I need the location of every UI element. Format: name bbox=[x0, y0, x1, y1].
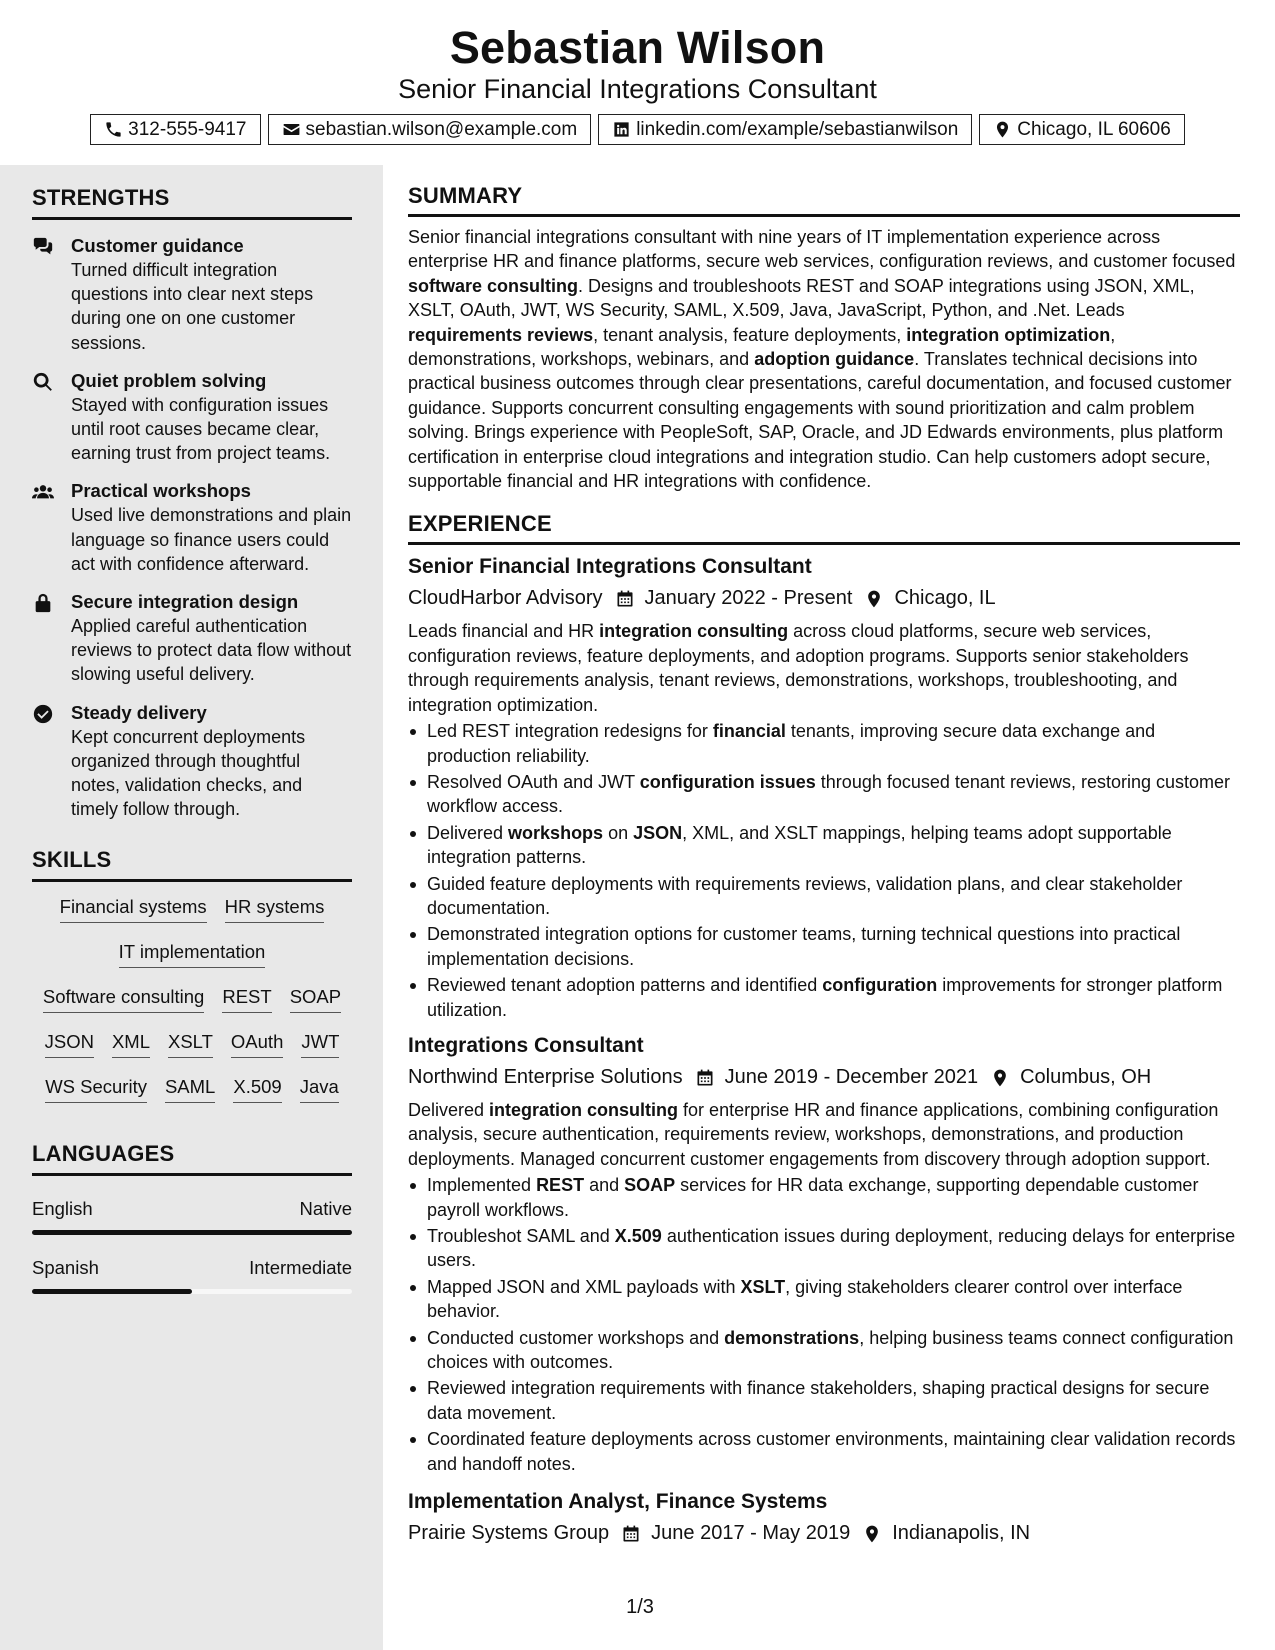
strengths-heading: STRENGTHS bbox=[32, 185, 352, 220]
envelope-icon bbox=[282, 120, 301, 139]
text-run: through focused tenant reviews, restoring customer workflow access. bbox=[427, 771, 1231, 817]
contact-linkedin-text: linkedin.com/example/sebastianwilson bbox=[636, 118, 959, 140]
skill-tag: IT implementation bbox=[119, 939, 266, 968]
text-run: Troubleshot SAML and bbox=[427, 1226, 615, 1246]
text-run: Senior financial integrations consultant with nine years of IT implementation experience across enterprise HR and finance platforms, secure web services, configuration reviews, and customer focused bbox=[408, 227, 1236, 272]
contact-bar bbox=[0, 114, 1275, 145]
candidate-name: Sebastian Wilson bbox=[449, 22, 826, 73]
text-run: Reviewed tenant adoption patterns and identified bbox=[427, 975, 823, 996]
text-run: Conducted customer workshops and bbox=[427, 1327, 725, 1348]
language-proficiency-bar bbox=[32, 1230, 352, 1235]
resume-header bbox=[0, 0, 1275, 165]
skill-tag: JWT bbox=[301, 1029, 339, 1058]
skills-heading: SKILLS bbox=[32, 847, 352, 882]
language-proficiency-fill bbox=[32, 1289, 192, 1294]
search-icon bbox=[32, 371, 54, 393]
skill-tag: OAuth bbox=[231, 1029, 283, 1058]
contact-email-text: sebastian.wilson@example.com bbox=[305, 118, 578, 140]
bold-phrase: demonstrations bbox=[724, 1327, 860, 1348]
language-row bbox=[32, 1257, 352, 1279]
contact-phone[interactable] bbox=[90, 114, 260, 145]
job-meta bbox=[408, 1518, 1240, 1548]
bold-phrase: JSON bbox=[633, 822, 683, 843]
skills-list bbox=[32, 894, 352, 1119]
bold-phrase: configuration issues bbox=[639, 771, 816, 792]
bold-phrase: REST bbox=[536, 1175, 585, 1196]
map-pin-icon bbox=[862, 1523, 882, 1543]
strength-title: Quiet problem solving bbox=[71, 369, 267, 391]
calendar-icon bbox=[695, 1067, 715, 1087]
bold-phrase: workshops bbox=[508, 822, 604, 843]
list-item bbox=[408, 719, 1240, 768]
bold-phrase: financial bbox=[712, 721, 786, 742]
text-run: Guided feature deployments with requirements reviews, validation plans, and clear stakeholder documentation. bbox=[427, 873, 1183, 918]
skill-tag: XSLT bbox=[168, 1029, 213, 1058]
job-dates: June 2017 - May 2019 bbox=[651, 1522, 851, 1545]
bold-phrase: X.509 bbox=[614, 1226, 662, 1246]
list-item bbox=[408, 872, 1240, 921]
bold-phrase: integration consulting bbox=[489, 1099, 679, 1120]
summary-heading: SUMMARY bbox=[408, 183, 1240, 217]
text-run: , demonstrations, workshops, webinars, and bbox=[408, 324, 1116, 370]
job-dates: January 2022 - Present bbox=[644, 587, 853, 610]
check-circle-icon bbox=[32, 703, 54, 725]
job-company: Northwind Enterprise Solutions bbox=[408, 1065, 683, 1088]
bold-phrase: integration optimization bbox=[906, 324, 1111, 345]
text-run: across cloud platforms, secure web services, configuration reviews, feature deployments, and adoption programs. Supports senior stakeholders through requirements analysis, tenant reviews, demonstrations, workshops, troubleshooting, and integration optimization. bbox=[408, 621, 1189, 715]
language-name: English bbox=[32, 1198, 93, 1220]
job-title: Implementation Analyst, Finance Systems bbox=[408, 1490, 828, 1514]
list-item bbox=[408, 1326, 1240, 1375]
strength-desc: Used live demonstrations and plain language so finance users could act with confidence afterward. bbox=[71, 505, 352, 574]
linkedin-icon bbox=[612, 120, 631, 139]
text-run: Reviewed integration requirements with finance stakeholders, shaping practical designs for secure data movement. bbox=[427, 1378, 1210, 1423]
strength-title: Customer guidance bbox=[71, 235, 244, 256]
job-entry bbox=[408, 1488, 1240, 1548]
text-run: Coordinated feature deployments across customer environments, maintaining clear validation records and handoff notes. bbox=[427, 1429, 1236, 1474]
text-run: Delivered bbox=[427, 822, 509, 843]
language-level: Intermediate bbox=[249, 1257, 352, 1279]
job-entry bbox=[408, 1032, 1240, 1476]
skill-tag: XML bbox=[112, 1029, 150, 1058]
skill-tag: REST bbox=[222, 984, 271, 1013]
sidebar bbox=[0, 165, 383, 1650]
job-bullets bbox=[408, 719, 1240, 1022]
phone-icon bbox=[104, 120, 123, 139]
bold-phrase: requirements reviews bbox=[408, 324, 594, 345]
map-pin-icon bbox=[993, 120, 1012, 139]
text-run: services for HR data exchange, supporting dependable customer payroll workflows. bbox=[427, 1175, 1199, 1220]
language-proficiency-bar bbox=[32, 1289, 352, 1294]
skill-tag: SAML bbox=[165, 1074, 215, 1103]
text-run: for enterprise HR and finance applications, combining configuration analysis, secure authentication, requirements review, workshops, demonstrations, and production deployments. Managed concurrent customer engagements from discovery through adoption support. bbox=[408, 1099, 1219, 1169]
language-row bbox=[32, 1198, 352, 1220]
experience-heading: EXPERIENCE bbox=[408, 511, 1240, 545]
main-content bbox=[408, 183, 1240, 1548]
languages-heading: LANGUAGES bbox=[32, 1141, 352, 1176]
lock-icon bbox=[32, 592, 54, 614]
contact-phone-text: 312-555-9417 bbox=[128, 118, 247, 140]
text-run: improvements for stronger platform utilization. bbox=[427, 975, 1223, 1020]
job-meta bbox=[408, 583, 1240, 613]
job-company: Prairie Systems Group bbox=[408, 1522, 610, 1545]
contact-location-text: Chicago, IL 60606 bbox=[1017, 118, 1171, 140]
text-run: Led REST integration redesigns for bbox=[427, 721, 713, 742]
bold-phrase: XSLT bbox=[740, 1276, 786, 1297]
strength-desc: Kept concurrent deployments organized through thoughtful notes, validation checks, and timely follow through. bbox=[71, 726, 306, 820]
languages-list bbox=[32, 1198, 352, 1294]
list-item bbox=[408, 821, 1240, 870]
list-item bbox=[408, 1275, 1240, 1324]
skill-tag: Java bbox=[300, 1074, 339, 1103]
job-entry bbox=[408, 553, 1240, 1022]
list-item bbox=[408, 1224, 1240, 1273]
text-run: Resolved OAuth and JWT bbox=[427, 771, 640, 792]
job-location: Indianapolis, IN bbox=[892, 1522, 1031, 1545]
text-run: Leads financial and HR bbox=[408, 621, 600, 642]
job-bullets bbox=[408, 1173, 1240, 1476]
calendar-icon bbox=[615, 588, 635, 608]
text-run: Mapped JSON and XML payloads with bbox=[427, 1276, 741, 1297]
job-dates: June 2019 - December 2021 bbox=[724, 1065, 979, 1088]
strength-desc: Applied careful authentication reviews to protect data flow without slowing useful delivery. bbox=[71, 616, 352, 685]
list-item bbox=[408, 1427, 1240, 1476]
text-run: . Translates technical decisions into practical business outcomes through clear presentations, careful documentation, and focused customer guidance. Supports concurrent consulting engagements with sound prioritization and calm problem solving. Brings experience with PeopleSoft, SAP, Oracle, and JD Edwards environments, plus platform certification in enterprise cloud integrations and integration studio. Can help customers adopt secure, supportable financial and HR integrations with confidence. bbox=[408, 349, 1232, 492]
text-run: Delivered bbox=[408, 1099, 490, 1120]
calendar-icon bbox=[621, 1523, 641, 1543]
page-number: 1/3 bbox=[626, 1596, 654, 1618]
job-company: CloudHarbor Advisory bbox=[408, 587, 603, 610]
list-item bbox=[408, 770, 1240, 819]
skill-tag: JSON bbox=[45, 1029, 94, 1058]
language-level: Native bbox=[299, 1198, 352, 1220]
summary-text bbox=[408, 225, 1240, 493]
bold-phrase: integration consulting bbox=[599, 621, 789, 642]
bold-phrase: configuration bbox=[822, 975, 938, 996]
bold-phrase: SOAP bbox=[624, 1175, 676, 1196]
list-item bbox=[408, 1376, 1240, 1425]
job-location: Chicago, IL bbox=[894, 587, 996, 610]
language-name: Spanish bbox=[32, 1257, 99, 1279]
text-run: , helping business teams connect configuration choices with outcomes. bbox=[427, 1327, 1234, 1373]
text-run: Implemented bbox=[427, 1175, 537, 1196]
text-run: . Designs and troubleshoots REST and SOAP integrations using JSON, XML, XSLT, OAuth, JWT, WS Security, SAML, X.509, Java, JavaScript, Python, and .Net. Leads bbox=[408, 275, 1195, 321]
skill-tag: WS Security bbox=[45, 1074, 147, 1103]
strength-item bbox=[32, 234, 352, 355]
contact-email[interactable] bbox=[268, 114, 592, 145]
map-pin-icon bbox=[990, 1067, 1010, 1087]
list-item bbox=[408, 1173, 1240, 1222]
contact-linkedin[interactable] bbox=[598, 114, 972, 145]
skill-tag: X.509 bbox=[233, 1074, 281, 1103]
strength-item bbox=[32, 369, 352, 466]
text-run: tenants, improving secure data exchange and production reliability. bbox=[427, 721, 1156, 766]
experience-list bbox=[408, 553, 1240, 1548]
map-pin-icon bbox=[864, 588, 884, 608]
bold-phrase: adoption guidance bbox=[754, 349, 915, 370]
list-item bbox=[408, 922, 1240, 971]
text-run: Demonstrated integration options for customer teams, turning technical questions into practical implementation decisions. bbox=[427, 924, 1181, 969]
skill-tag: Software consulting bbox=[43, 984, 204, 1013]
strength-title: Steady delivery bbox=[71, 701, 207, 723]
job-location: Columbus, OH bbox=[1020, 1065, 1152, 1088]
skill-tag: SOAP bbox=[290, 984, 341, 1013]
job-description bbox=[408, 1098, 1240, 1171]
text-run: , giving stakeholders clearer control over interface behavior. bbox=[427, 1276, 1183, 1322]
text-run: and bbox=[584, 1175, 625, 1196]
list-item bbox=[408, 973, 1240, 1022]
candidate-role: Senior Financial Integrations Consultant bbox=[398, 74, 877, 104]
comments-icon bbox=[32, 236, 54, 258]
strength-title: Practical workshops bbox=[71, 480, 251, 502]
job-meta bbox=[408, 1062, 1240, 1092]
job-title: Integrations Consultant bbox=[408, 1033, 644, 1057]
strength-desc: Turned difficult integration questions into clear next steps during one on one customer sessions. bbox=[71, 260, 314, 353]
strength-desc: Stayed with configuration issues until root causes became clear, earning trust from project teams. bbox=[71, 394, 331, 464]
bold-phrase: software consulting bbox=[408, 275, 579, 296]
contact-location bbox=[979, 114, 1185, 145]
text-run: on bbox=[603, 822, 634, 843]
text-run: , XML, and XSLT mappings, helping teams adopt supportable integration patterns. bbox=[427, 822, 1172, 868]
strength-title: Secure integration design bbox=[71, 591, 299, 613]
skill-tag: HR systems bbox=[225, 894, 325, 923]
job-title: Senior Financial Integrations Consultant bbox=[408, 555, 812, 579]
skill-tag: Financial systems bbox=[60, 894, 207, 923]
text-run: authentication issues during deployment, reducing delays for enterprise users. bbox=[427, 1226, 1236, 1271]
strength-item bbox=[32, 590, 352, 687]
strength-item bbox=[32, 479, 352, 576]
language-proficiency-fill bbox=[32, 1230, 352, 1235]
users-icon bbox=[32, 481, 54, 503]
strength-item bbox=[32, 701, 352, 822]
job-description bbox=[408, 619, 1240, 717]
text-run: , tenant analysis, feature deployments, bbox=[593, 324, 907, 345]
